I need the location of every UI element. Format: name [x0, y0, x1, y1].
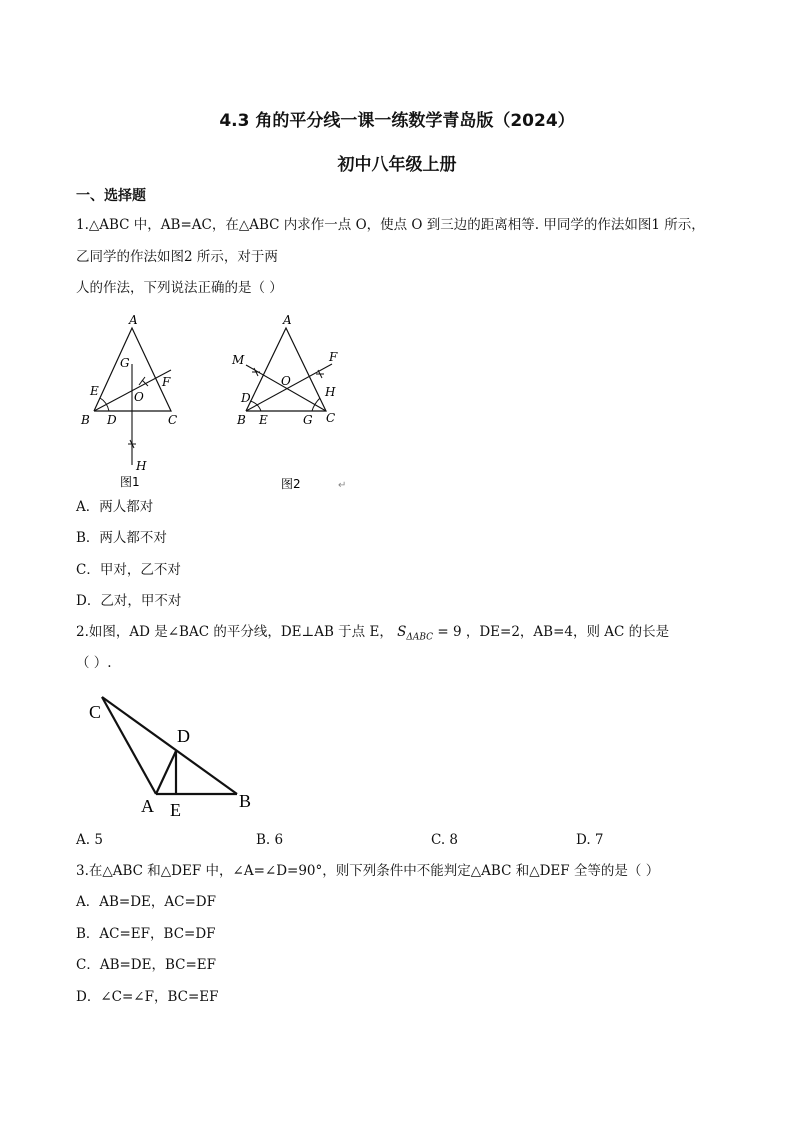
label-b-2: B	[237, 413, 246, 427]
segment-ad	[156, 751, 176, 794]
q3-option-c: C．AB=DE，BC=EF	[76, 957, 217, 973]
segment-cb	[102, 697, 237, 794]
q2-area-symbol: S	[397, 624, 407, 640]
page-title: 4.3 角的平分线一课一练数学青岛版（2024）	[219, 111, 575, 131]
arc-c-2	[312, 398, 320, 411]
q2-option-b: B. 6	[256, 832, 284, 848]
figure-1-caption: 图1	[120, 475, 140, 489]
label-d-q2: D	[177, 726, 190, 746]
label-o-2: O	[281, 374, 291, 388]
q2-figure	[84, 690, 264, 825]
label-h-2: H	[325, 385, 336, 399]
q1-option-b: B．两人都不对	[76, 530, 167, 546]
tick-f	[316, 370, 324, 378]
q3-stem: 3.在△ABC 和△DEF 中，∠A=∠D=90°，则下列条件中不能判定△ABC 和△DEF 全等的是（ ）	[76, 863, 660, 879]
q3-option-a: A．AB=DE，AC=DF	[76, 894, 216, 910]
q1-stem-line2: 乙同学的作法如图2 所示，对于两	[76, 249, 278, 265]
label-o: O	[134, 390, 144, 404]
label-f-2: F	[329, 350, 338, 364]
label-e: E	[90, 384, 99, 398]
segment-ca	[102, 697, 156, 794]
label-e-q2: E	[170, 800, 181, 820]
q2-area-value: = 9	[433, 624, 462, 640]
label-a-2: A	[283, 313, 292, 327]
label-a: A	[129, 313, 138, 327]
q3-option-b: B．AC=EF，BC=DF	[76, 926, 216, 942]
arc-b	[100, 398, 109, 411]
q2-stem-post: ，DE=2，AB=4，则 AC 的长是	[465, 624, 670, 640]
q1-option-a: A．两人都对	[76, 499, 154, 515]
q1-option-c: C．甲对，乙不对	[76, 562, 181, 578]
page-subtitle: 初中八年级上册	[337, 155, 457, 175]
q2-area-subscript: ΔABC	[406, 632, 434, 643]
label-h: H	[136, 459, 147, 473]
q2-stem-pre: 2.如图，AD 是∠BAC 的平分线，DE⊥AB 于点 E，	[76, 624, 393, 640]
q2-figure-drawing	[84, 690, 264, 825]
q2-option-c: C. 8	[431, 832, 459, 848]
label-a-q2: A	[141, 796, 154, 816]
q1-stem-line1: 1.△ABC 中，AB=AC，在△ABC 内求作一点 O，使点 O 到三边的距离相等. 甲同学的作法如图1 所示，	[76, 217, 705, 233]
q3-option-d: D．∠C=∠F，BC=EF	[76, 989, 219, 1005]
triangle-abc-2	[246, 328, 326, 411]
label-d: D	[107, 413, 117, 427]
label-c: C	[168, 413, 178, 427]
q2-option-d: D. 7	[576, 832, 604, 848]
figure-1-drawing	[76, 310, 196, 490]
figure-2-drawing	[228, 310, 358, 490]
label-d-2: D	[241, 391, 251, 405]
q2-stem-line2: （ ）.	[76, 655, 112, 671]
label-b: B	[81, 413, 90, 427]
q1-stem-line3: 人的作法，下列说法正确的是（ ）	[76, 280, 283, 296]
label-f: F	[162, 375, 171, 389]
label-c-2: C	[326, 411, 336, 425]
label-e-2: E	[259, 413, 268, 427]
section-heading: 一、选择题	[76, 188, 146, 204]
label-c-q2: C	[89, 702, 102, 722]
q1-figure-2	[228, 310, 358, 490]
figure-2-caption: 图2	[281, 477, 301, 491]
return-mark: ↵	[338, 480, 347, 491]
label-b-q2: B	[239, 791, 252, 811]
q2-stem-line1	[76, 622, 669, 648]
label-g: G	[120, 356, 130, 370]
q1-figure-1	[76, 310, 196, 490]
q2-option-a: A. 5	[76, 832, 103, 848]
label-g-2: G	[303, 413, 313, 427]
q1-option-d: D．乙对，甲不对	[76, 593, 182, 609]
label-m: M	[232, 353, 245, 367]
